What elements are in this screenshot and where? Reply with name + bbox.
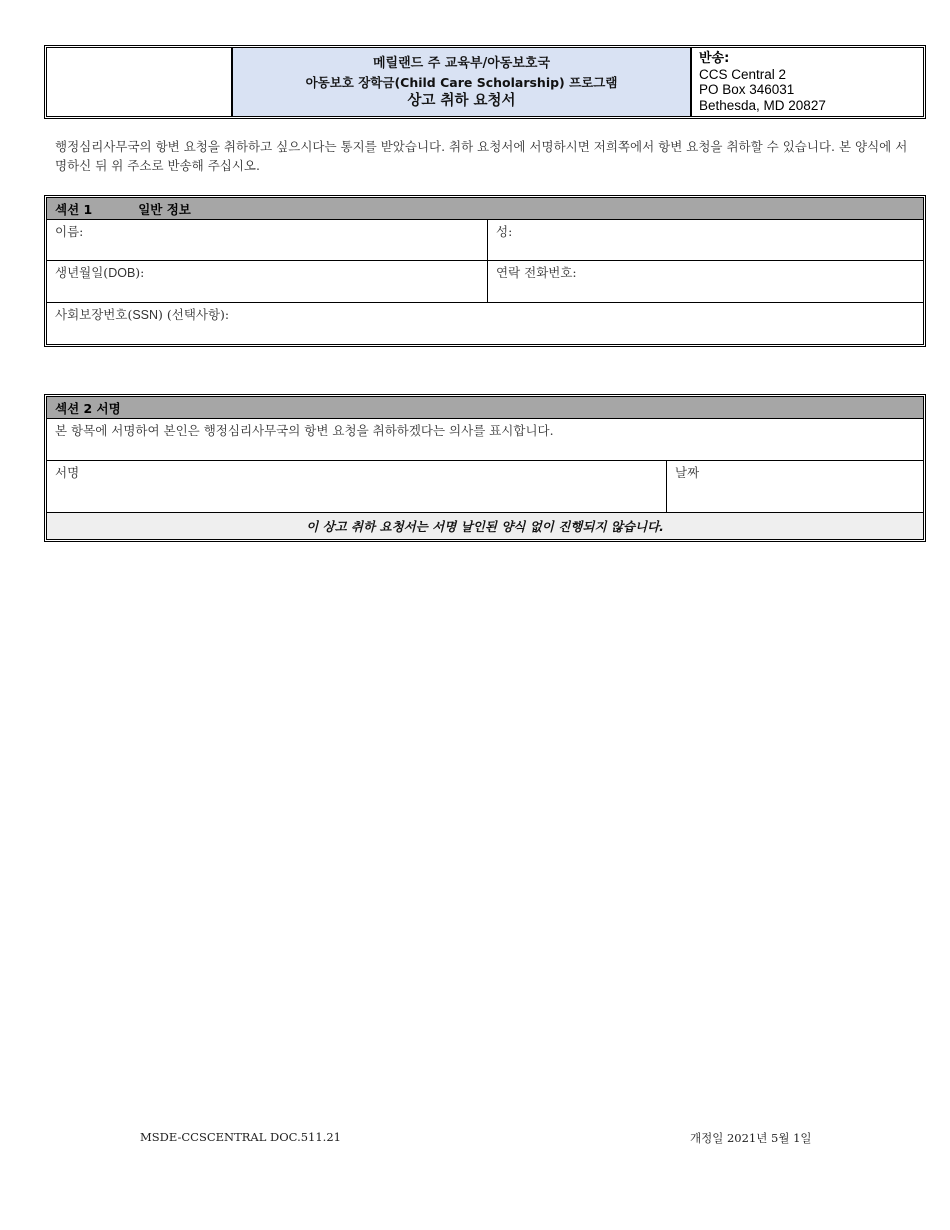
intro-paragraph: 행정심리사무국의 항변 요청을 취하하고 싶으시다는 통지를 받았습니다. 취하 요청서에 서명하시면 저희쪽에서 항변 요청을 취하할 수 있습니다. 본 양식에 서명하신 뒤 위 주소로 반송해 주십시오.: [55, 139, 908, 173]
phone-field[interactable]: [487, 261, 923, 302]
ssn-label-suffix: ) (선택사항):: [158, 307, 230, 322]
statement-row: [47, 419, 923, 461]
signature-required-notice: 이 상고 취하 요청서는 서명 날인된 양식 없이 진행되지 않습니다.: [47, 513, 923, 539]
notice-row: [47, 513, 923, 539]
signature-row: [47, 461, 923, 513]
dob-field[interactable]: [47, 261, 487, 302]
footer-revised-date: 개정일 2021년 5월 1일: [690, 1131, 812, 1145]
dob-phone-row: [47, 261, 923, 303]
return-address-line-1: CCS Central 2: [699, 66, 787, 82]
date-field[interactable]: [666, 461, 923, 512]
phone-label: 연락 전화번호:: [496, 265, 577, 280]
ssn-label-prefix: 사회보장번호(: [55, 307, 133, 322]
return-label: 반송:: [699, 51, 730, 66]
header-table: [44, 45, 926, 119]
return-address-line-3: Bethesda, MD 20827: [699, 97, 826, 113]
dob-label-prefix: 생년월일(: [55, 265, 109, 280]
section1-number: 섹션 1: [55, 201, 93, 217]
signature-label: 서명: [55, 465, 80, 480]
header-title-cell: [233, 48, 692, 116]
section1-title: 일반 정보: [138, 201, 191, 217]
return-address-cell: [692, 48, 923, 116]
ssn-label-abbr: SSN: [132, 308, 159, 322]
agency-line: 메릴랜드 주 교육부/아동보호국: [372, 55, 551, 71]
ssn-row: [47, 303, 923, 344]
last-name-field[interactable]: [487, 220, 923, 260]
form-title: 상고 취하 요청서: [407, 92, 516, 109]
section-general-info: [44, 195, 926, 347]
dob-label-abbr: DOB: [108, 266, 136, 280]
footer-doc-id: MSDE-CCSCENTRAL DOC.511.21: [140, 1130, 341, 1144]
section1-header: [47, 198, 923, 220]
section2-header: [47, 397, 923, 419]
section-signature: [44, 394, 926, 542]
name-row: [47, 220, 923, 261]
section2-title: 섹션 2 서명: [55, 400, 121, 416]
program-line: 아동보호 장학금(Child Care Scholarship) 프로그램: [305, 74, 618, 90]
first-name-label: 이름:: [55, 224, 84, 239]
return-address-line-2: PO Box 346031: [699, 82, 795, 97]
date-label: 날짜: [675, 465, 700, 480]
ssn-field[interactable]: [47, 303, 923, 344]
withdrawal-statement: 본 항목에 서명하여 본인은 행정심리사무국의 항변 요청을 취하하겠다는 의사를 표시합니다.: [55, 423, 554, 438]
signature-field[interactable]: [47, 461, 666, 512]
header-logo-cell: [47, 48, 233, 116]
dob-label-suffix: ):: [135, 265, 145, 280]
last-name-label: 성:: [496, 224, 513, 239]
first-name-field[interactable]: [47, 220, 487, 260]
